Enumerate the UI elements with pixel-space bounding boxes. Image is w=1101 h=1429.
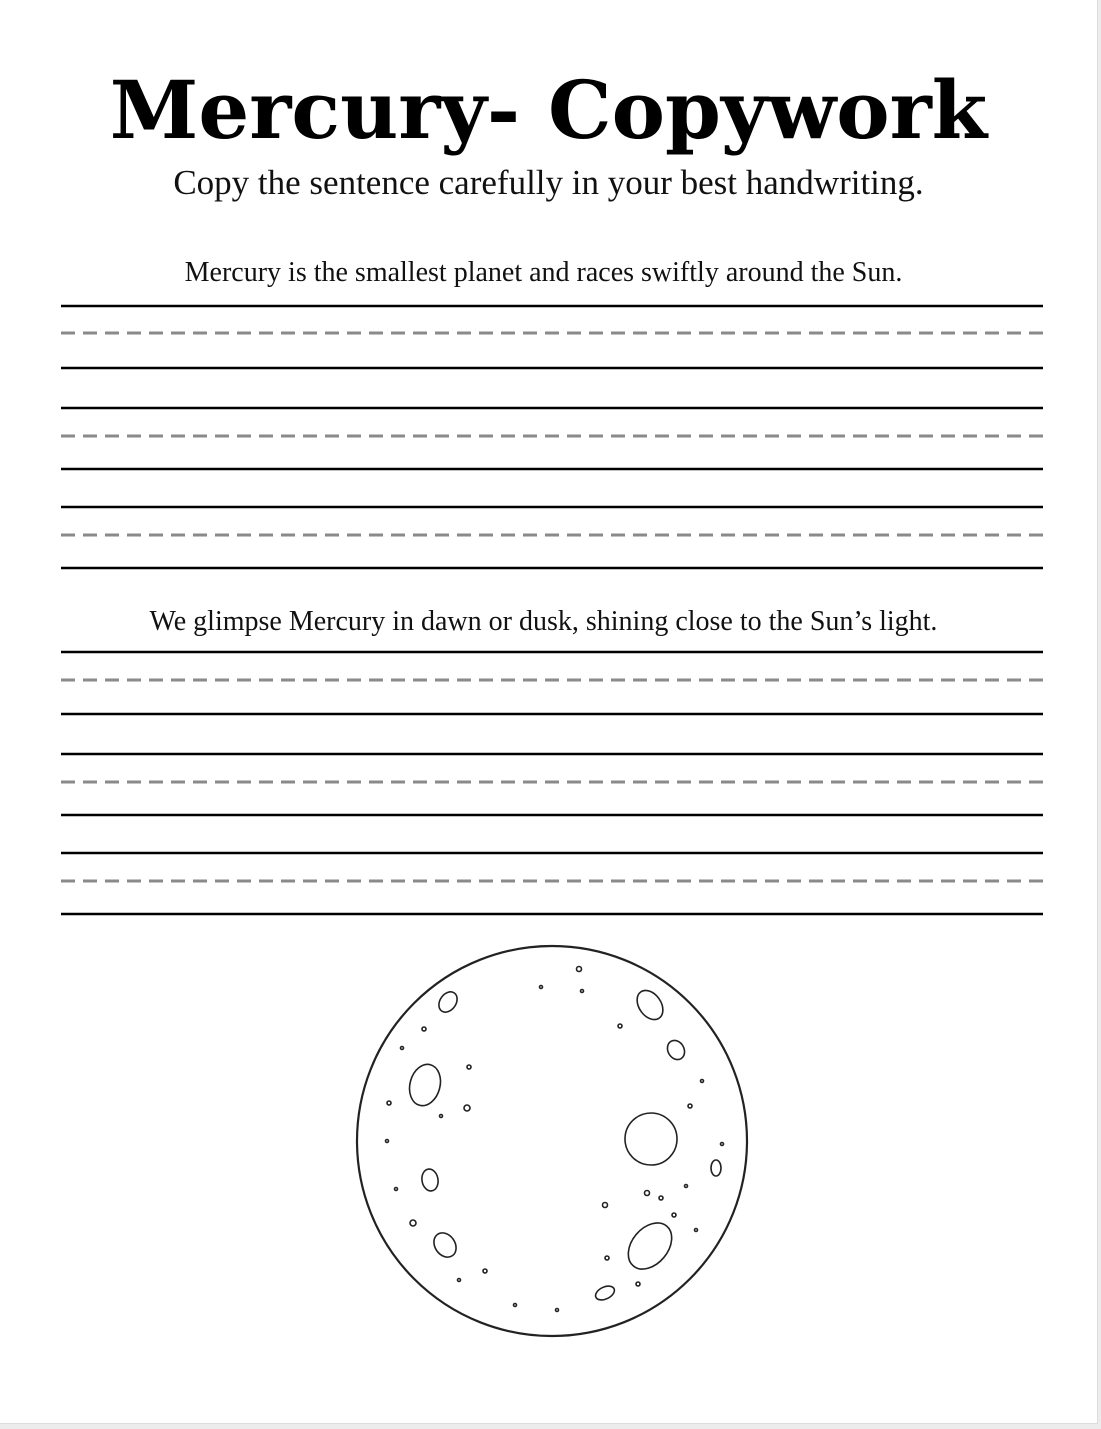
writing-row[interactable] xyxy=(61,853,1043,914)
copy-sentence-2: We glimpse Mercury in dawn or dusk, shining close to the Sun’s light. xyxy=(149,606,938,637)
page-title: Mercury- Copywork xyxy=(109,63,988,157)
writing-row[interactable] xyxy=(61,408,1043,469)
mercury-planet-icon xyxy=(330,925,780,1365)
writing-row[interactable] xyxy=(61,652,1043,714)
writing-row[interactable] xyxy=(61,507,1043,568)
copy-sentence-1: Mercury is the smallest planet and races swiftly around the Sun. xyxy=(184,257,903,288)
writing-row[interactable] xyxy=(61,754,1043,815)
instructions-text: Copy the sentence carefully in your best handwriting. xyxy=(173,163,924,202)
writing-row[interactable] xyxy=(61,306,1043,368)
